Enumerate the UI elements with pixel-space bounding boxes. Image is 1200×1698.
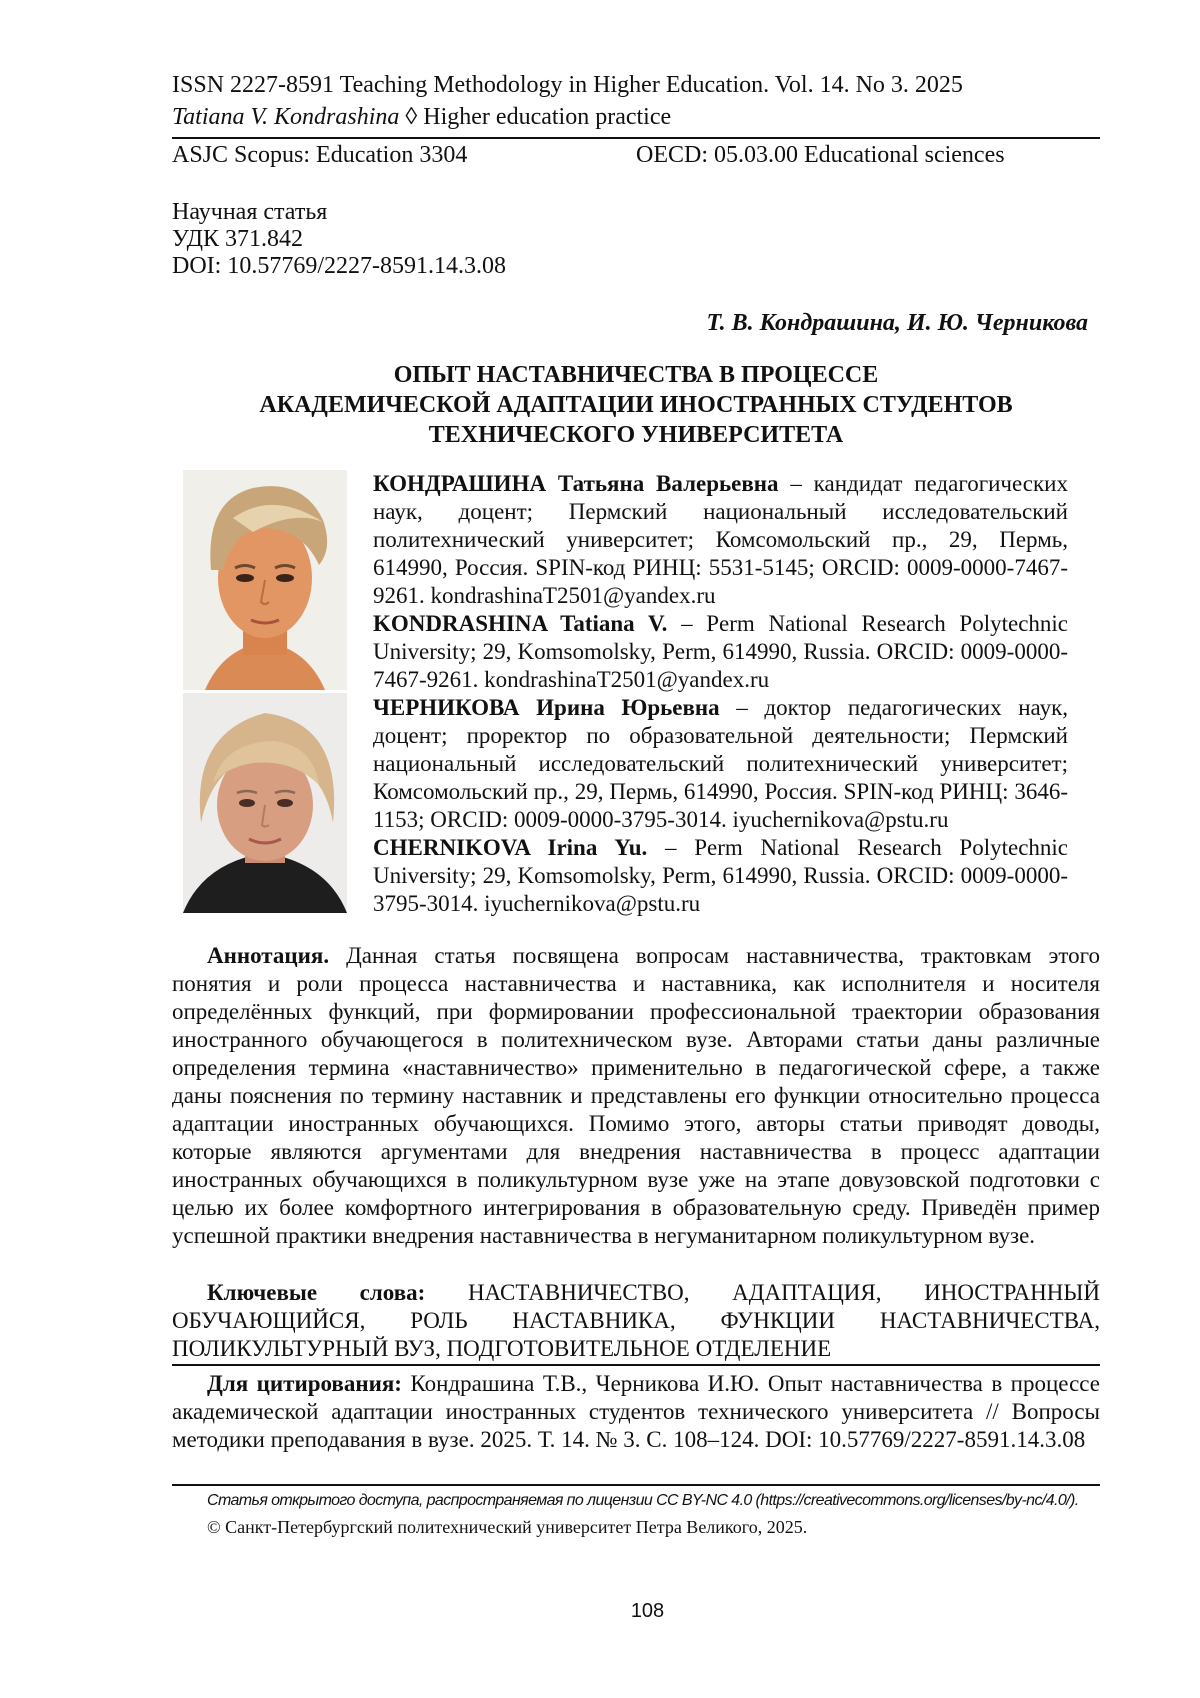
page-number: 108 (630, 1600, 665, 1622)
bio-text: – Perm National Research Polytechnic University; 29, Komsomolsky, Perm, 614990, Russia. ORCID: 0009-0000-7467-9261. kondrashinaT2501@yandex.ru (373, 611, 1069, 692)
citation-text: Кондрашина Т.В., Черникова И.Ю. Опыт наставничества в процессе академической адаптации иностранных студентов технического университета // Вопросы методики преподавания в вузе. 2025. Т. 14. № 3. С. 108–124. DOI: 10.57769/2227-8591.14.3.08 (172, 1371, 1100, 1452)
citation (172, 1370, 1100, 1454)
bio-name: CHERNIKOVA Irina Yu. (373, 835, 648, 860)
license-text: Статья открытого доступа, распространяемая по лицензии CC BY-NC 4.0 (https://creativecommons.org/licenses/by-nc/4.0/). (207, 1492, 1079, 1509)
title-line: ТЕХНИЧЕСКОГО УНИВЕРСИТЕТА (428, 422, 844, 448)
author-bios (373, 470, 1068, 918)
bio-chernikova-en (373, 834, 1068, 918)
citation-rule (172, 1484, 1100, 1486)
bio-name: KONDRASHINA Tatiana V. (373, 611, 668, 636)
udk: УДК 371.842 (172, 226, 303, 252)
bio-kondrashina-en (373, 610, 1068, 694)
bio-text: – Perm National Research Polytechnic University; 29, Komsomolsky, Perm, 614990, Russia. ORCID: 0009-0000-3795-3014. iyuchernikova@pstu.ru (373, 835, 1069, 916)
bio-chernikova-ru (373, 694, 1068, 834)
license-block (172, 1488, 1100, 1540)
abstract-label: Аннотация. (207, 943, 330, 968)
copyright: © Санкт-Петербургский политехнический университет Петра Великого, 2025. (207, 1517, 808, 1537)
citation-label: Для цитирования: (207, 1371, 402, 1396)
author-photo-chernikova (183, 693, 347, 913)
asjc-code: ASJC Scopus: Education 3304 (172, 142, 468, 168)
keywords-label: Ключевые слова: (207, 1280, 426, 1305)
title-line: АКАДЕМИЧЕСКОЙ АДАПТАЦИИ ИНОСТРАННЫХ СТУДЕНТОВ (259, 392, 1013, 418)
title-line: ОПЫТ НАСТАВНИЧЕСТВА В ПРОЦЕССЕ (393, 362, 879, 388)
bio-text: – доктор педагогических наук, доцент; проректор по образовательной деятельности; Пермский национальный исследовательский политехнический университет; Комсомольский пр., 29, Пермь, 614990, Россия. SPIN-код РИНЦ: 3646-1153; ORCID: 0009-0000-3795-3014. iyuchernikova@pstu.ru (373, 695, 1068, 832)
bio-kondrashina-ru (373, 470, 1068, 610)
author-photo-kondrashina (183, 470, 347, 690)
header-rule (172, 137, 1100, 139)
bio-name: ЧЕРНИКОВА Ирина Юрьевна (373, 695, 720, 720)
running-author: Tatiana V. Kondrashina (172, 104, 400, 130)
authors-line: Т. В. Кондрашина, И. Ю. Черникова (706, 310, 1088, 336)
section-name: Higher education practice (423, 104, 672, 130)
bio-name: КОНДРАШИНА Татьяна Валерьевна (373, 471, 779, 496)
diamond-separator: ◊ (405, 104, 418, 130)
keywords (172, 1279, 1100, 1363)
article-type: Научная статья (172, 199, 328, 225)
bio-text: – кандидат педагогических наук, доцент; Пермский национальный исследовательский политехнический университет; Комсомольский пр., 29, Пермь, 614990, Россия. SPIN-код РИНЦ: 5531-5145; ORCID: 0009-0000-7467-9261. kondrashinaT2501@yandex.ru (373, 471, 1068, 608)
journal-line: ISSN 2227-8591 Teaching Methodology in Higher Education. Vol. 14. No 3. 2025 (172, 72, 963, 98)
article-title (172, 360, 1100, 450)
abstract-text: Данная статья посвящена вопросам наставничества, трактовкам этого понятия и роли процесса наставничества и наставника, как исполнителя и носителя определённых функций, при формировании профессиональной траектории образования иностранного обучающегося в политехническом вузе. Авторами статьи даны различные определения термина «наставничество» применительно в педагогической сфере, а также даны пояснения по термину наставник и представлены его функции относительно процесса адаптации иностранных обучающихся. Помимо этого, авторы статьи приводят доводы, которые являются аргументами для внедрения наставничества в процесс адаптации иностранных обучающихся в поликультурном вузе уже на этапе довузовской подготовки с целью их более комфортного интегрирования в образовательную среду. Приведён пример успешной практики внедрения наставничества в негуманитарном поликультурном вузе. (172, 943, 1100, 1248)
keywords-text: НАСТАВНИЧЕСТВО, АДАПТАЦИЯ, ИНОСТРАННЫЙ ОБУЧАЮЩИЙСЯ, РОЛЬ НАСТАВНИКА, ФУНКЦИИ НАСТАВНИЧЕСТВА, ПОЛИКУЛЬТУРНЫЙ ВУЗ, ПОДГОТОВИТЕЛЬНОЕ ОТДЕЛЕНИЕ (172, 1280, 1100, 1361)
doi: DOI: 10.57769/2227-8591.14.3.08 (172, 253, 506, 279)
abstract (172, 942, 1100, 1250)
keywords-rule (172, 1364, 1100, 1366)
oecd-code: OECD: 05.03.00 Educational sciences (636, 142, 1005, 168)
running-author-section (172, 102, 671, 132)
